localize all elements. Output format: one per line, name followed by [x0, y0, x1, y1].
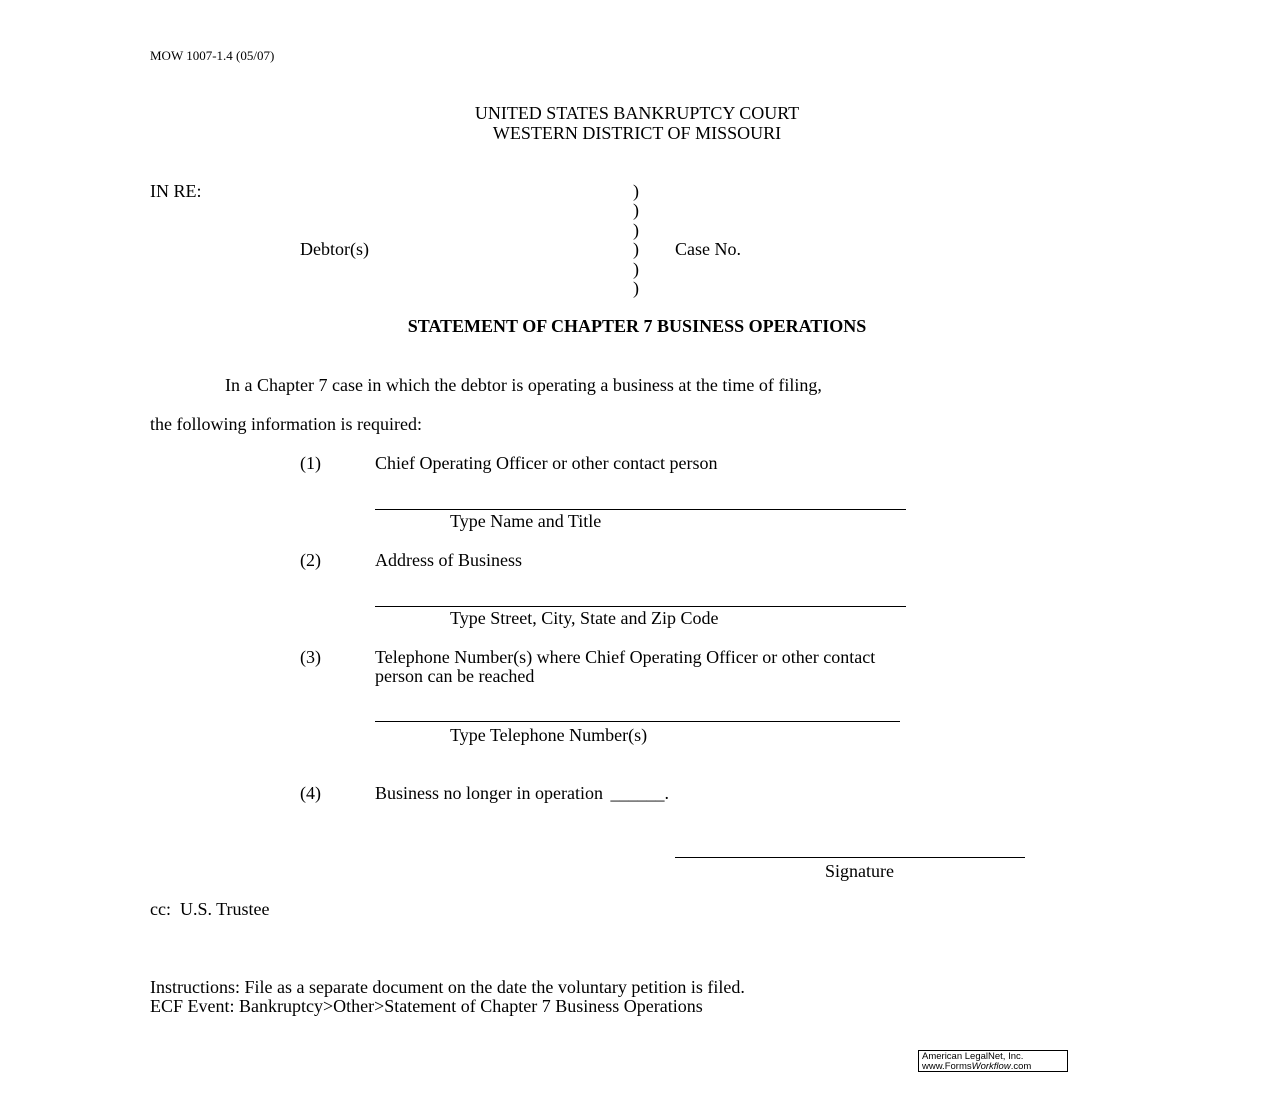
badge-url-suffix: .com [1010, 1061, 1032, 1072]
line-caption: Type Name and Title [450, 511, 602, 531]
line-caption: Type Street, City, State and Zip Code [450, 608, 719, 628]
signature-line[interactable] [675, 857, 1025, 858]
in-re-label: IN RE: [150, 181, 202, 201]
operation-blank[interactable]: ______. [610, 783, 669, 803]
debtor-label: Debtor(s) [300, 239, 369, 259]
publisher-badge [918, 1050, 1068, 1072]
name-title-line[interactable] [375, 509, 906, 510]
case-no-label: Case No. [675, 239, 741, 259]
item-number: (1) [300, 453, 321, 473]
item-label: Address of Business [375, 550, 522, 570]
court-name: UNITED STATES BANKRUPTCY COURT [474, 103, 800, 123]
item-label: Business no longer in operation [375, 783, 603, 803]
item-label: Chief Operating Officer or other contact person [375, 453, 718, 473]
address-line[interactable] [375, 606, 906, 607]
document-title: STATEMENT OF CHAPTER 7 BUSINESS OPERATIONS [407, 316, 867, 336]
form-id: MOW 1007-1.4 (05/07) [150, 48, 275, 63]
item-number: (3) [300, 647, 321, 667]
telephone-line[interactable] [375, 721, 900, 722]
item-number: (2) [300, 550, 321, 570]
paren: ) [633, 200, 639, 220]
intro-line-2: the following information is required: [150, 414, 422, 434]
badge-line-1: American LegalNet, Inc. [922, 1051, 1024, 1062]
badge-url-prefix: www.Forms [922, 1061, 972, 1072]
badge-line-2 [922, 1062, 1067, 1072]
paren: ) [633, 220, 639, 240]
line-caption: Type Telephone Number(s) [450, 725, 648, 745]
paren: ) [633, 239, 639, 259]
intro-line-1: In a Chapter 7 case in which the debtor is operating a business at the time of filing, [225, 375, 822, 395]
cc-line: cc: U.S. Trustee [150, 899, 270, 919]
item-label: Telephone Number(s) where Chief Operating Officer or other contact [375, 647, 876, 667]
item-label-continued: person can be reached [375, 666, 535, 686]
paren: ) [633, 181, 639, 201]
badge-url-italic: Workflow [971, 1061, 1011, 1072]
signature-label: Signature [825, 861, 894, 881]
paren: ) [633, 259, 639, 279]
item-number: (4) [300, 783, 321, 803]
ecf-event-text: ECF Event: Bankruptcy>Other>Statement of Chapter 7 Business Operations [150, 996, 703, 1016]
instructions-text: Instructions: File as a separate document on the date the voluntary petition is filed. [150, 977, 745, 997]
court-district: WESTERN DISTRICT OF MISSOURI [492, 123, 782, 143]
paren: ) [633, 278, 639, 298]
item-row [375, 784, 669, 803]
